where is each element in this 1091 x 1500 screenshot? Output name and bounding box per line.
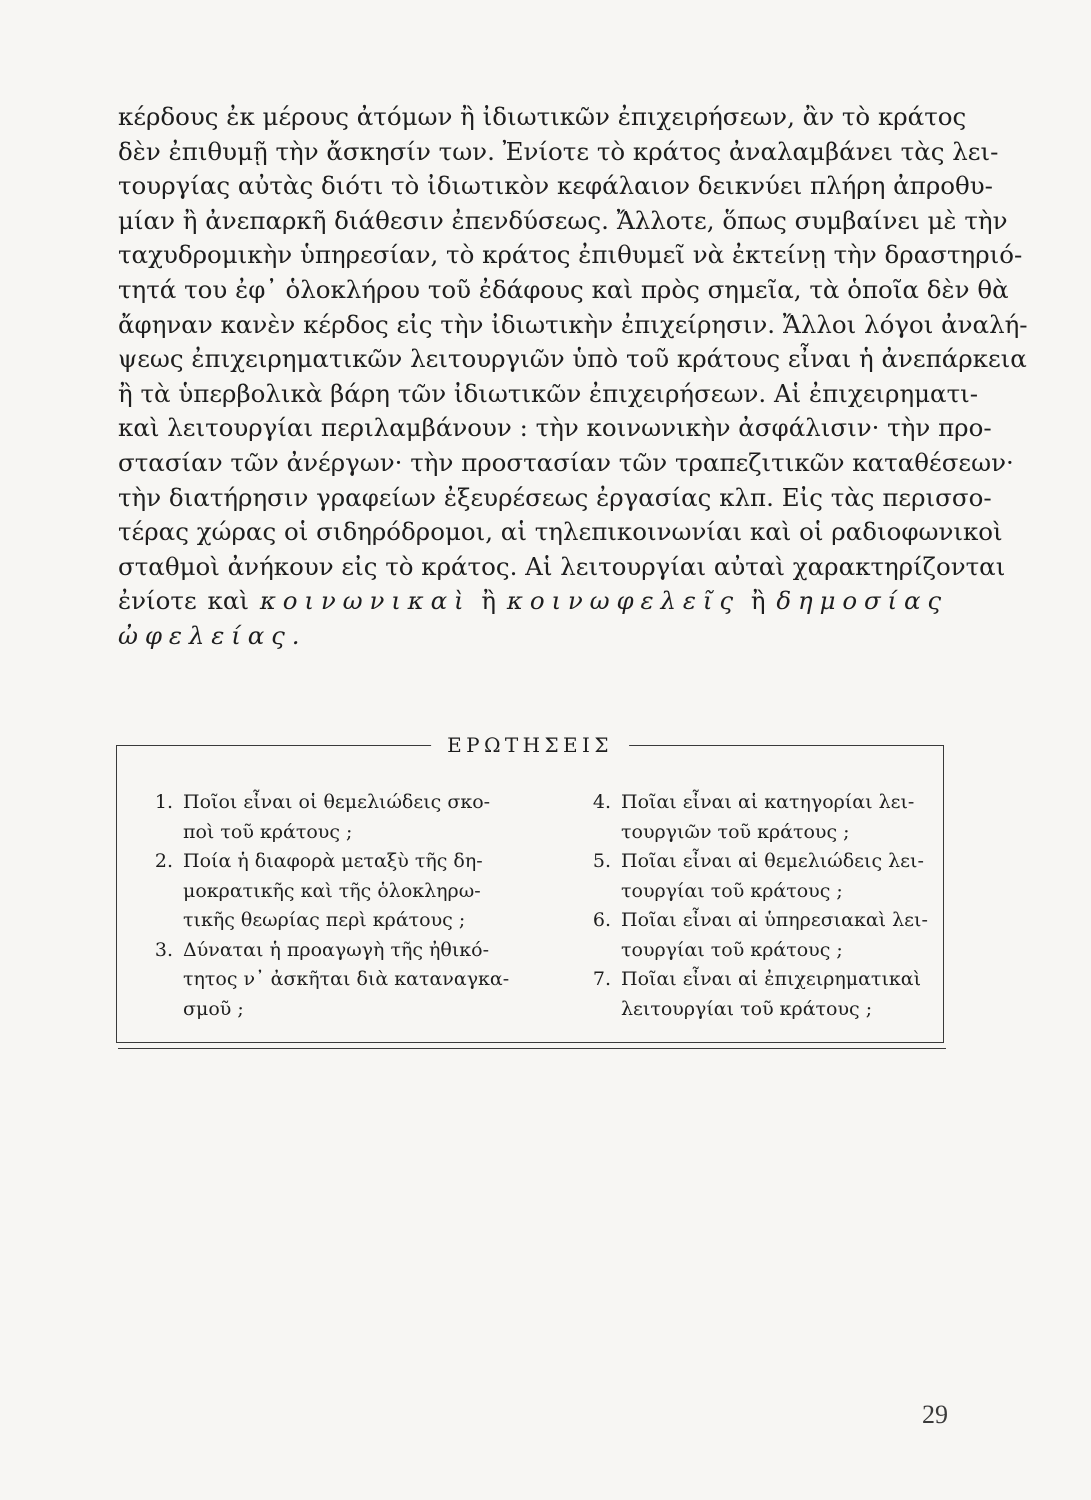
question-line: Ποῖαι εἶναι αἱ θεμελιώδεις λει- <box>621 850 924 872</box>
questions-left-column <box>139 788 510 1024</box>
body-line: τὴν διατήρησιν γραφείων ἐξευρέσεως ἐργασίας κλπ. Εἰς τὰς περισσο- <box>118 482 992 512</box>
body-line: ἢ τὰ ὑπερβολικὰ βάρη τῶν ἰδιωτικῶν ἐπιχειρήσεων. Αἱ ἐπιχειρηματι- <box>118 378 979 408</box>
page-number: 29 <box>922 1400 948 1429</box>
emphasis-term-public-benefit: κοινωφελεῖς <box>506 586 740 616</box>
emphasis-term-social: κοινωνικαὶ <box>259 586 471 616</box>
question-item <box>139 847 499 936</box>
connector: ἢ <box>481 586 497 616</box>
emphasis-term-public: δημοσίας <box>776 586 948 616</box>
question-text <box>183 936 509 1025</box>
question-line: λειτουργίαι τοῦ κράτους ; <box>621 997 873 1020</box>
question-line: τητος ν᾽ ἀσκῆται διὰ καταναγκα- <box>183 968 510 990</box>
body-line: δὲν ἐπιθυμῇ τὴν ἄσκησίν των. Ἐνίοτε τὸ κράτος ἀναλαμβάνει τὰς λει- <box>118 136 999 166</box>
body-line: τητά του ἐφ᾽ ὁλοκλήρου τοῦ ἐδάφους καὶ πρὸς σημεῖα, τὰ ὁποῖα δὲν θὰ <box>118 274 1009 304</box>
question-text <box>621 788 937 847</box>
line-prefix: ἐνίοτε καὶ <box>118 586 249 616</box>
question-text <box>183 847 499 936</box>
body-line: κέρδους ἐκ μέρους ἀτόμων ἢ ἰδιωτικῶν ἐπιχειρήσεων, ἂν τὸ κράτος <box>118 102 967 131</box>
body-line: στασίαν τῶν ἀνέργων· τὴν προστασίαν τῶν τραπεζιτικῶν καταθέσεων· <box>118 447 1014 477</box>
body-line: τουργίας αὐτὰς διότι τὸ ἰδιωτικὸν κεφάλαιον δεικνύει πλήρη ἀπροθυ- <box>118 171 993 201</box>
question-item <box>139 788 499 847</box>
body-line-final <box>118 619 948 654</box>
question-line: ποὶ τοῦ κράτους ; <box>183 820 353 843</box>
body-line: ψεως ἐπιχειρηματικῶν λειτουργιῶν ὑπὸ τοῦ κράτους εἶναι ἡ ἀνεπάρκεια <box>118 344 1027 374</box>
question-line: Ποῖαι εἶναι αἱ ἐπιχειρηματικαὶ <box>621 968 922 990</box>
body-line: ταχυδρομικὴν ὑπηρεσίαν, τὸ κράτος ἐπιθυμεῖ νὰ ἐκτείνῃ τὴν δραστηριό- <box>118 240 1023 270</box>
question-line: Δύναται ἡ προαγωγὴ τῆς ἠθικό- <box>183 938 490 961</box>
connector: ἢ <box>750 586 766 616</box>
question-number: 6. <box>592 909 611 931</box>
question-number: 7. <box>592 968 611 990</box>
body-line: τέρας χώρας οἱ σιδηρόδρομοι, αἱ τηλεπικοινωνίαι καὶ οἱ ραδιοφωνικοὶ <box>118 517 1003 547</box>
questions-box-shadow-rule <box>118 1048 946 1049</box>
question-number: 5. <box>592 850 611 872</box>
questions-box <box>116 733 944 1043</box>
question-text <box>621 847 937 906</box>
question-item <box>139 936 510 1025</box>
question-line: τουργίαι τοῦ κράτους ; <box>621 879 843 902</box>
question-line: μοκρατικῆς καὶ τῆς ὁλοκληρω- <box>183 879 481 902</box>
body-line: ἄφηναν κανὲν κέρδος εἰς τὴν ἰδιωτικὴν ἐπιχείρησιν. Ἄλλοι λόγοι ἀναλή- <box>118 309 1028 339</box>
question-line: Ποῖοι εἶναι οἱ θεμελιώδεις σκο- <box>183 791 491 813</box>
body-line-emphasis <box>118 584 948 619</box>
question-item <box>577 965 937 1024</box>
body-line: καὶ λειτουργίαι περιλαμβάνουν : τὴν κοινωνικὴν ἀσφάλισιν· τὴν προ- <box>118 413 992 443</box>
question-line: τουργίαι τοῦ κράτους ; <box>621 938 843 961</box>
question-item <box>577 906 937 965</box>
question-number: 2. <box>154 850 173 872</box>
question-line: Ποῖαι εἶναι αἱ κατηγορίαι λει- <box>621 791 915 813</box>
question-text <box>621 906 937 965</box>
question-text <box>183 788 499 847</box>
body-line: σταθμοὶ ἀνήκουν εἰς τὸ κράτος. Αἱ λειτουργίαι αὐταὶ χαρακτηρίζονται <box>118 551 1006 581</box>
question-number: 1. <box>154 791 173 813</box>
emphasis-term-utility: ὠφελείας. <box>118 620 307 650</box>
question-number: 4. <box>592 791 611 813</box>
question-item <box>577 847 937 906</box>
question-line: Ποία ἡ διαφορὰ μεταξὺ τῆς δη- <box>183 850 483 872</box>
questions-title: ΕΡΩΤΗΣΕΙΣ <box>431 732 629 758</box>
body-line: μίαν ἢ ἀνεπαρκῆ διάθεσιν ἐπενδύσεως. Ἄλλοτε, ὅπως συμβαίνει μὲ τὴν <box>118 205 1008 235</box>
body-paragraph <box>118 100 1028 654</box>
question-item <box>577 788 937 847</box>
question-line: Ποῖαι εἶναι αἱ ὑπηρεσιακαὶ λει- <box>621 909 928 931</box>
question-line: σμοῦ ; <box>183 997 244 1020</box>
question-number: 3. <box>154 938 173 961</box>
question-text <box>621 965 937 1024</box>
question-line: τουργιῶν τοῦ κράτους ; <box>621 820 850 843</box>
questions-right-column <box>577 788 937 1024</box>
question-line: τικῆς θεωρίας περὶ κράτους ; <box>183 909 466 931</box>
